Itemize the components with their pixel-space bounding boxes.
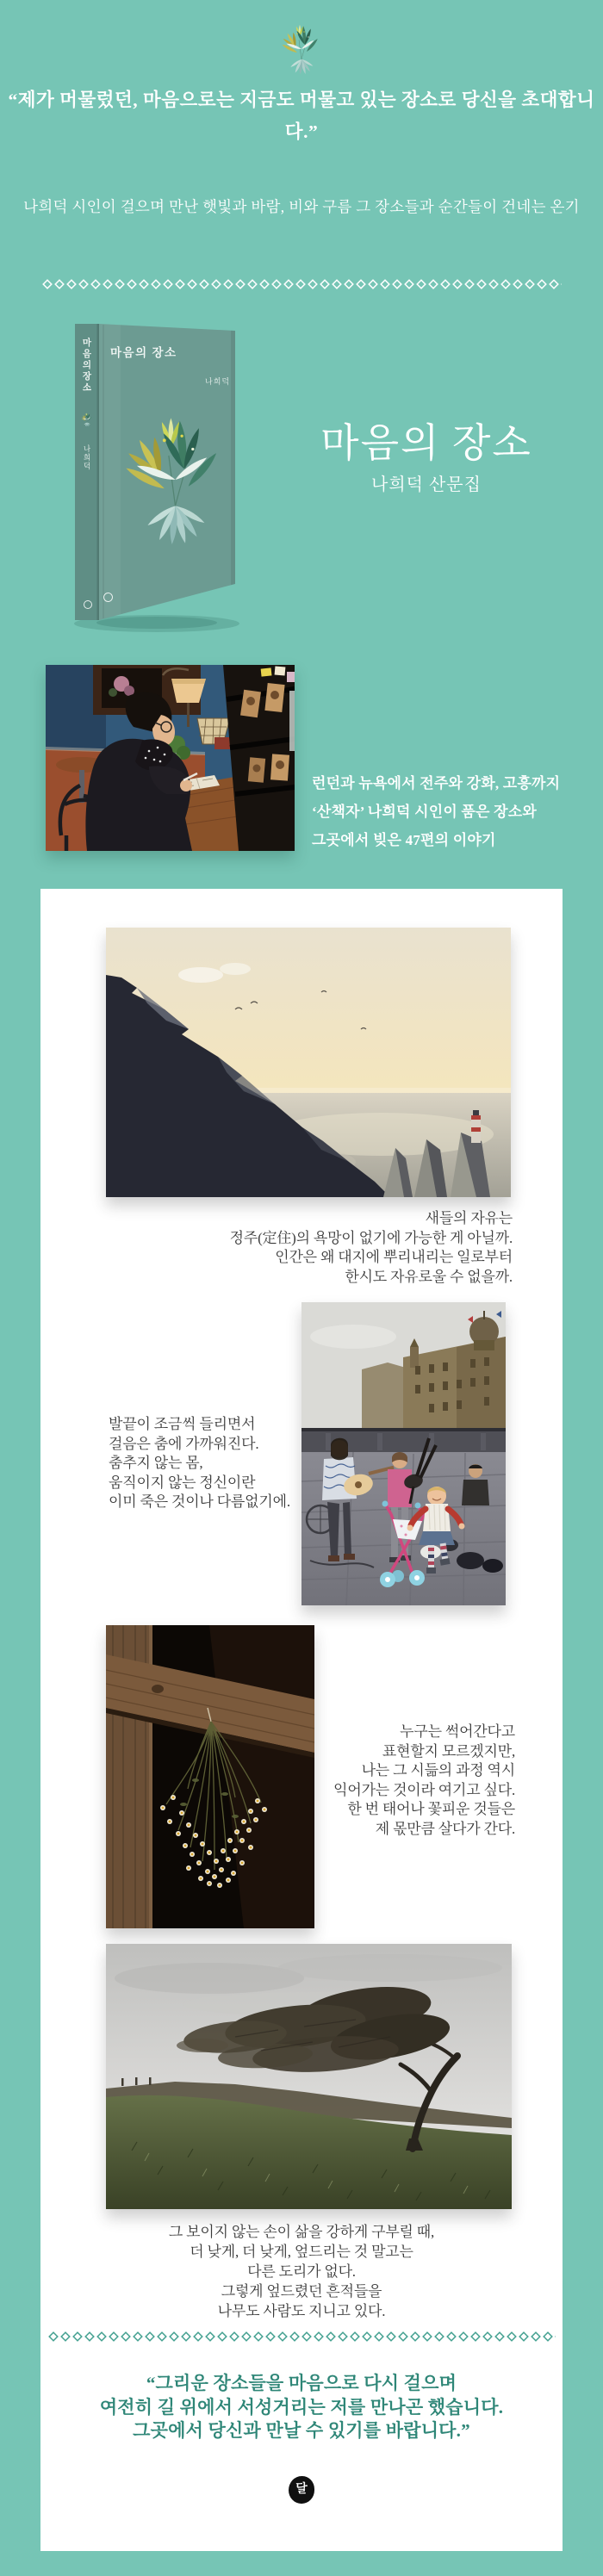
section-text-line: 한 번 태어나 꽃피운 것들은 bbox=[347, 1801, 515, 1817]
content-card bbox=[40, 889, 563, 2551]
section-text-3 bbox=[257, 1723, 515, 1839]
book-display-title: 마음의 장소 bbox=[320, 421, 532, 465]
section-text-1 bbox=[151, 1209, 513, 1287]
book-display-subtitle: 나희덕 산문집 bbox=[371, 475, 482, 494]
section-text-line: 걸음은 춤에 가까워진다. bbox=[109, 1435, 259, 1452]
closing-quote-line: 그곳에서 당신과 만날 수 있기를 바랍니다.” bbox=[133, 2420, 470, 2441]
header-quote bbox=[0, 84, 603, 148]
section-text-line: 제 몫만큼 살다가 간다. bbox=[375, 1820, 515, 1837]
diamond-divider bbox=[47, 2331, 556, 2343]
section-text-line: 새들의 자유는 bbox=[425, 1210, 513, 1226]
header-subtitle-line: 나희덕 시인이 걸으며 만난 햇빛과 바람, 비와 구름 bbox=[23, 198, 352, 215]
header-quote-line: “제가 머물렀던, bbox=[8, 90, 139, 110]
closing-quote bbox=[40, 2372, 563, 2443]
header-subtitle-line: 그 장소들과 순간들이 건네는 온기 bbox=[356, 198, 580, 215]
spine-publisher-mark-icon bbox=[84, 600, 92, 609]
section-text-2 bbox=[109, 1415, 333, 1512]
section-text-line: 다른 도리가 없다. bbox=[247, 2263, 356, 2280]
book-spine-title: 마 음 의 장 소 bbox=[82, 338, 92, 393]
spine-bouquet-icon bbox=[81, 412, 93, 427]
closing-quote-line: 여전히 길 위에서 서성거리는 저를 만나곤 했습니다. bbox=[99, 2396, 504, 2418]
header-quote-line: 당신을 초대합니다.” bbox=[284, 90, 595, 142]
section-text-line: 익어가는 것이라 여기고 싶다. bbox=[333, 1781, 515, 1798]
header-quote-line: 마음으로는 지금도 머물고 있는 장소로 bbox=[143, 90, 457, 110]
author-writing-photo bbox=[46, 665, 295, 851]
section-text-line: 나는 그 시듦의 과정 역시 bbox=[361, 1762, 515, 1778]
intro-caption bbox=[312, 769, 570, 854]
book-spine-author: 나 희 덕 bbox=[83, 444, 91, 470]
cover-publisher-mark-icon bbox=[103, 593, 113, 602]
section-text-line: 더 낮게, 더 낮게, 엎드리는 것 말고는 bbox=[190, 2244, 413, 2260]
diamond-divider bbox=[41, 278, 562, 290]
section-text-line: 그렇게 엎드렸던 흔적들을 bbox=[221, 2283, 382, 2300]
section-text-line: 발끝이 조금씩 들리면서 bbox=[109, 1416, 256, 1432]
book-cover-author: 나희덕 bbox=[205, 377, 231, 386]
section-text-4 bbox=[40, 2222, 563, 2321]
intro-caption-line: 그곳에서 빚은 47편의 이야기 bbox=[312, 832, 496, 848]
windswept-tree-photo bbox=[106, 1944, 512, 2209]
publisher-stamp-icon: 달 bbox=[289, 2476, 314, 2504]
intro-caption-line: ‘산책자’ 나희덕 시인이 품은 장소와 bbox=[312, 804, 537, 820]
section-text-line: 이미 죽은 것이나 다름없기에. bbox=[109, 1493, 290, 1510]
section-text-line: 표현할지 모르겠지만, bbox=[382, 1742, 515, 1760]
section-text-line: 인간은 왜 대지에 뿌리내리는 일로부터 bbox=[275, 1249, 513, 1265]
intro-caption-line: 런던과 뉴욕에서 전주와 강화, 고흥까지 bbox=[312, 775, 561, 791]
section-text-line: 나무도 사람도 지니고 있다. bbox=[217, 2303, 386, 2319]
section-text-line: 그 보이지 않는 손이 삶을 강하게 구부릴 때, bbox=[168, 2224, 435, 2240]
section-text-line: 춤추지 않는 몸, bbox=[109, 1455, 203, 1471]
bouquet-emblem-icon bbox=[279, 22, 324, 74]
section-text-line: 움직이지 않는 정신이란 bbox=[109, 1474, 256, 1491]
section-text-line: 누구는 썩어간다고 bbox=[400, 1723, 515, 1740]
closing-quote-line: “그리운 장소들을 마음으로 다시 걸으며 bbox=[146, 2373, 457, 2393]
book-cover-title: 마음의 장소 bbox=[110, 346, 177, 359]
section-text-line: 한시도 자유로울 수 없을까. bbox=[345, 1268, 513, 1285]
seaside-cliffs-photo bbox=[106, 928, 511, 1197]
header-subtitle bbox=[0, 193, 603, 221]
section-text-line: 정주(定住)의 욕망이 없기에 가능한 게 아닐까. bbox=[229, 1229, 513, 1246]
